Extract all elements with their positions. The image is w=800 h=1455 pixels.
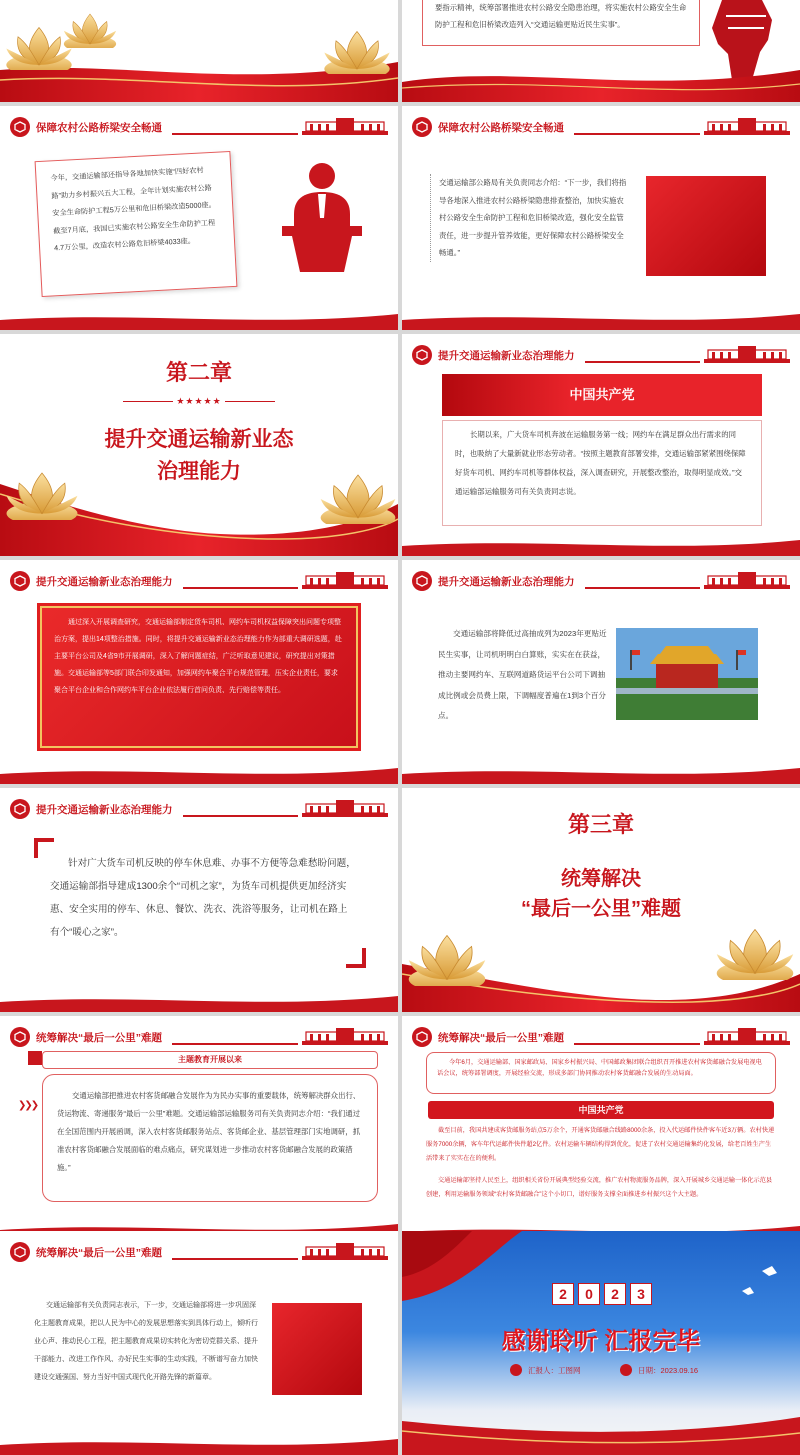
year-boxes [552,1283,652,1305]
slide-11-para-1: 截至目前，我国共建成客货邮服务站点5万余个，开通客货邮融合线路8000余条，投入代运邮件快件客车近3万辆。农村快递服务7000余辆，客车年代运邮件快件超2亿件。农村运输车辆结构得到优化，促进了农村交通运输集约化发展，给老百姓生产生活带来了实实在在的便利。 [426,1127,775,1162]
slide-header [412,570,790,592]
stars-icon: ★★★★★ [176,396,222,406]
reporter-row [510,1364,581,1376]
slide-header-title: 提升交通运输新业态治理能力 [36,803,173,816]
slide-5-text: 长期以来，广大货车司机奔波在运输服务第一线；网约车在满足群众出行需求的同时，也吸纳了大量新就业形态劳动者。“按照主题教育部署安排，交通运输部紧紧围绕保障好货车司机、网约车司机等群体权益，深入调查研究，开展整改整治，取得明显成效。”交通运输部运输服务司有关负责同志说。 [455,430,746,496]
slide-header-title: 提升交通运输新业态治理能力 [36,575,173,588]
divider [225,401,275,402]
slide-header [10,798,388,820]
chapter-title [402,864,800,924]
lotus-flower-icon [318,466,398,524]
lotus-flower-icon [406,926,488,986]
red-text-panel [40,606,358,748]
slide-1-text: 要指示精神，统筹部署推进农村公路安全隐患治理，将实施农村公路安全生命防护工程和危旧桥梁改造列入“交通运输更贴近民生实事”。 [435,3,687,29]
arrow-icon: ❯❯❯ [18,1100,38,1111]
slide-1 [0,0,398,102]
chapter-title-line-2: “最后一公里”难题 [521,898,681,920]
slide-header-title: 统筹解决“最后一公里”难题 [438,1031,564,1044]
year-digit: 2 [604,1283,626,1305]
slide-12 [0,1231,398,1455]
red-square [28,1051,42,1065]
slide-header-title: 保障农村公路桥梁安全畅通 [438,121,564,134]
tiananmen-gate-icon [704,346,790,364]
cube-icon [10,117,30,137]
tiananmen-gate-icon [302,572,388,590]
user-icon [510,1364,522,1376]
slide-header-title: 提升交通运输新业态治理能力 [438,575,575,588]
slide-9-chapter [402,788,800,1012]
star-divider [0,396,398,407]
divider [574,133,700,135]
slide-3 [402,106,800,330]
party-banner: 中国共产党 [442,374,762,416]
lotus-flower-icon [322,24,392,74]
slide-8 [0,788,398,1012]
slide-1b [402,0,800,102]
cube-icon [10,571,30,591]
speaker-podium-icon [282,162,362,272]
slide-6-text: 通过深入开展调查研究，交通运输部制定货车司机、网约车司机权益保障突出问题专项整治方案，提出14项整治措施。同时，将提升交通运输新业态治理能力作为部重大调研选题，赴主要平台公司及4省9市开展调研，深入了解问题症结，广泛听取意见建议，研究提出对策措施。交通运输部等5部门联合印发通知，加强网约车聚合平台规范管理，压实企业责任，要求聚合平台企业和合作网约车平台企业依法履行首问负责、先行赔偿等责任。 [54,619,342,694]
thanks-title: 感谢聆听 汇报完毕 [501,1328,701,1355]
slide-6 [0,560,398,784]
cube-icon [412,345,432,365]
tiananmen-gate-icon [704,118,790,136]
slide-header [412,116,790,138]
chapter-title-line-1: 统筹解决 [561,868,641,890]
cube-icon [412,117,432,137]
slide-header-title: 提升交通运输新业态治理能力 [438,349,575,362]
text-frame [42,1074,378,1202]
divider [183,815,299,817]
slide-5 [402,334,800,556]
cube-icon [412,571,432,591]
slide-header [412,344,790,366]
slide-2 [0,106,398,330]
slide-11 [402,1016,800,1240]
lotus-flower-icon [62,8,118,48]
slide-header-title: 统筹解决“最后一公里”难题 [36,1031,162,1044]
red-image-panel [646,176,766,276]
year-digit: 3 [630,1283,652,1305]
slide-header-title: 统筹解决“最后一公里”难题 [36,1246,162,1259]
slide-header [10,1241,388,1263]
tiananmen-photo [616,628,758,720]
chapter-title-line-1: 提升交通运输新业态 [104,428,294,451]
slide-7-text: 交通运输部将降低过高抽成列为2023年更贴近民生实事，让司机明明白白算账，实实在在获益，推动主要网约车、互联网道路货运平台公司下调抽成比例或会员费上限，下调幅度普遍在1到3个百分点。 [438,629,607,720]
tiananmen-gate-icon [302,800,388,818]
date-row [620,1364,698,1376]
slide-3-text: 交通运输部公路局有关负责同志介绍：“下一步，我们将指导各地深入推进农村公路桥梁隐患排查整治，加快实施农村公路安全生命防护工程和危旧桥梁改造，强化安全监管责任，进一步提升管养效能，更好保障农村公路桥梁安全畅通。” [430,174,630,262]
slide-2-text: 今年，交通运输部还指导各地加快实施“四好农村路”助力乡村振兴五大工程，全年计划实施农村公路安全生命防护工程5万公里和危旧桥梁改造5000座。截至7月底，我国已实施农村公路安全生命防护工程4.7万公里，改造农村公路危旧桥梁4033座。 [50,165,217,253]
cube-icon [10,1242,30,1262]
lotus-flower-icon [714,920,796,980]
lotus-flower-icon [4,464,80,520]
tiananmen-gate-icon [302,1243,388,1261]
divider [172,1258,298,1260]
chapter-number: 第三章 [567,812,634,837]
tiananmen-gate-icon [302,118,388,136]
divider [123,401,173,402]
party-banner: 中国共产党 [428,1101,774,1119]
chapter-title-line-2: 治理能力 [157,460,241,483]
cube-icon [412,1027,432,1047]
text-frame [35,151,238,297]
slide-10-text: 交通运输部把推进农村客货邮融合发展作为为民办实事的重要载体，统筹解决群众出行、货运物流、寄递服务“最后一公里”难题。交通运输部运输服务司有关负责同志介绍：“我们通过在全国范围内开展函调，深入农村客货邮服务站点、客货邮企业、基层管理部门实地调研，抓准农村客货邮融合发展面临的难点痛点，研究谋划进一步推动农村客货邮融合发展的政策措施。” [57,1091,361,1172]
divider [585,587,701,589]
date-text: 日期：2023.09.16 [638,1365,699,1375]
year-digit: 0 [578,1283,600,1305]
slide-10 [0,1016,398,1240]
divider [172,1043,298,1045]
divider [183,587,299,589]
slide-13-thanks [402,1231,800,1455]
tiananmen-gate-icon [302,1028,388,1046]
clock-icon [620,1364,632,1376]
slide-8-text: 针对广大货车司机反映的停车休息难、办事不方便等急难愁盼问题，交通运输部指导建成1300余个“司机之家”，为货车司机提供更加经济实惠、安全实用的停车、休息、餐饮、洗衣、洗浴等服务，让司机在路上有个“暖心之家”。 [50,858,356,938]
tiananmen-gate-icon [704,1028,790,1046]
divider [585,361,701,363]
cube-icon [10,799,30,819]
chapter-number: 第二章 [165,360,232,385]
text-frame [426,1052,776,1094]
slide-7 [402,560,800,784]
section-subtitle: 主题教育开展以来 [42,1051,378,1069]
divider [172,133,298,135]
corner-bracket [346,948,366,968]
reporter-text: 汇报人：工图网 [528,1365,581,1375]
slide-11-para-2: 交通运输部坚持人民至上，组织相关省份开展典型经验交流，推广农村物流服务品牌，深入开展城乡交通运输一体化示范县创建，利用运输服务领域“农村客货邮融合”这个小切口，谱好服务支撑全面推进乡村振兴这个大主题。 [426,1177,773,1198]
year-digit: 2 [552,1283,574,1305]
slide-1b-background [402,0,800,102]
slide-header [10,570,388,592]
cube-icon [10,1027,30,1047]
slide-header [10,116,388,138]
slide-header [412,1026,790,1048]
slide-12-text: 交通运输部有关负责同志表示，下一步，交通运输部将进一步巩固深化主题教育成果，把以人民为中心的发展思想落实到具体行动上，倾听行业心声、推动民心工程，把主题教育成果切实转化为密切党群关系、提升干部能力、改进工作作风、办好民生实事的生动实践，不断谱写奋力加快建设交通强国、努力当好中国式现代化开路先锋的新篇章。 [34,1302,258,1381]
red-image-panel [272,1303,362,1395]
slide-header-title: 保障农村公路桥梁安全畅通 [36,121,162,134]
tiananmen-gate-icon [704,572,790,590]
slide-11-top-text: 今年6月，交通运输部、国家邮政局、国家乡村振兴局、中国邮政集团联合组织召开推进农村客货邮融合发展电视电话会议，统筹部署调度，开展经验交流，形成多部门协同推动农村客货邮融合发展的生动局面。 [437,1059,762,1077]
slide-header [10,1026,388,1048]
text-frame [442,420,762,526]
slide-4-chapter [0,334,398,556]
divider [574,1043,700,1045]
